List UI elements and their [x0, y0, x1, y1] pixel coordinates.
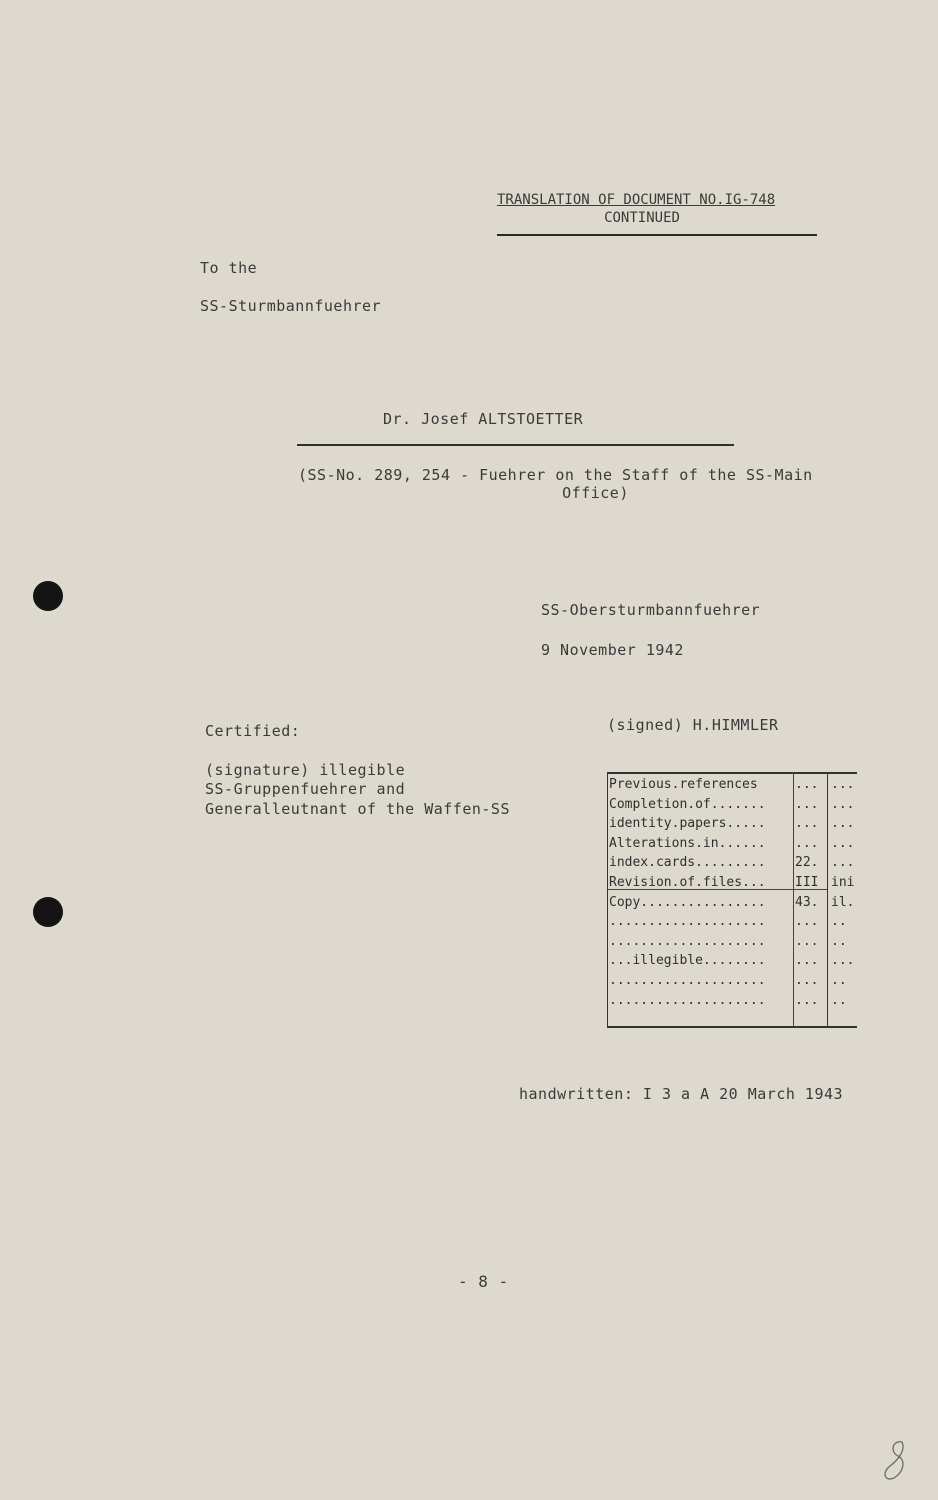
- stamp-row: [609, 893, 766, 912]
- stamp-row-col3: il.: [831, 894, 855, 910]
- stamp-row-col2: 22.: [795, 855, 819, 871]
- stamp-row: [609, 971, 766, 990]
- stamp-row-col3: ..: [831, 933, 847, 949]
- stamp-row-col2: ...: [795, 953, 819, 969]
- stamp-row-col2: ...: [795, 777, 819, 792]
- header-continued: CONTINUED: [604, 210, 680, 226]
- stamp-row-col2: ...: [795, 816, 819, 832]
- sender-rank: SS-Obersturmbannfuehrer: [541, 601, 761, 619]
- registration-stamp: [607, 772, 857, 1028]
- stamp-row-col2: 43.: [795, 894, 819, 910]
- signature-line: (signed) H.HIMMLER: [607, 716, 779, 734]
- stamp-row: [609, 853, 766, 872]
- stamp-row-col3: ...: [831, 796, 855, 812]
- recipient-rule: [297, 444, 734, 446]
- reference-line-1: (SS-No. 289, 254 - Fuehrer on the Staff of the SS-Main: [298, 466, 813, 484]
- stamp-row-col3: ...: [831, 855, 855, 871]
- recipient-name: Dr. Josef ALTSTOETTER: [383, 410, 584, 428]
- stamp-row-col3: ini: [831, 875, 855, 890]
- stamp-row: [609, 951, 766, 970]
- punch-hole-top: [33, 581, 63, 611]
- reference-line-2: Office): [562, 484, 629, 502]
- pencil-page-mark-icon: [880, 1438, 914, 1488]
- stamp-row-col2: ...: [795, 973, 819, 988]
- header-title: TRANSLATION OF DOCUMENT NO.IG-748: [497, 192, 776, 208]
- handwritten-note: handwritten: I 3 a A 20 March 1943: [519, 1085, 844, 1103]
- stamp-row-col2: III: [795, 875, 819, 890]
- stamp-row-col3: ...: [831, 777, 855, 792]
- stamp-row: [609, 912, 766, 931]
- stamp-bottom-line: [607, 1026, 857, 1028]
- page-number: - 8 -: [458, 1272, 509, 1291]
- stamp-row-col2: ...: [795, 933, 819, 949]
- stamp-row-label: index.cards.........: [609, 855, 766, 871]
- stamp-row-label: Revision.of.files...: [609, 875, 766, 890]
- stamp-row-label: identity.papers.....: [609, 816, 766, 832]
- stamp-row-label: ....................: [609, 992, 766, 1008]
- stamp-column-divider-2: [827, 772, 828, 1026]
- stamp-row: [609, 775, 758, 794]
- stamp-row-label: ....................: [609, 973, 766, 988]
- certification-line-3: Generalleutnant of the Waffen-SS: [205, 800, 510, 818]
- stamp-row-label: Copy................: [609, 894, 766, 910]
- stamp-row: [609, 814, 766, 833]
- stamp-row: [609, 991, 766, 1010]
- punch-hole-bottom: [33, 897, 63, 927]
- document-header: [497, 192, 817, 226]
- certified-label: Certified:: [205, 722, 301, 740]
- stamp-row: [609, 834, 766, 853]
- stamp-row-col3: ...: [831, 816, 855, 832]
- certification-line-1: (signature) illegible: [205, 761, 406, 779]
- stamp-row-label: ....................: [609, 914, 766, 930]
- stamp-row-label: Completion.of.......: [609, 796, 766, 812]
- stamp-row-col3: ...: [831, 953, 855, 969]
- stamp-row-label: ....................: [609, 933, 766, 949]
- stamp-row-col3: ..: [831, 973, 847, 988]
- header-rule: [497, 234, 817, 236]
- stamp-column-divider-1: [793, 772, 794, 1026]
- stamp-row-col2: ...: [795, 796, 819, 812]
- stamp-row-label: Previous.references: [609, 777, 758, 792]
- stamp-row: [609, 795, 766, 814]
- stamp-row: [609, 932, 766, 951]
- stamp-row: [609, 873, 766, 892]
- stamp-row-col3: ..: [831, 992, 847, 1008]
- stamp-row-col2: ...: [795, 835, 819, 851]
- stamp-row-label: Alterations.in......: [609, 835, 766, 851]
- address-rank: SS-Sturmbannfuehrer: [200, 297, 382, 315]
- stamp-row-col3: ..: [831, 914, 847, 930]
- stamp-row-col3: ...: [831, 835, 855, 851]
- sender-date: 9 November 1942: [541, 641, 684, 659]
- address-to: To the: [200, 259, 258, 277]
- certification-line-2: SS-Gruppenfuehrer and: [205, 780, 406, 798]
- stamp-row-col2: ...: [795, 992, 819, 1008]
- stamp-row-col2: ...: [795, 914, 819, 930]
- recipient-reference: [298, 466, 823, 502]
- stamp-top-line: [607, 772, 857, 774]
- stamp-row-label: ...illegible........: [609, 953, 766, 969]
